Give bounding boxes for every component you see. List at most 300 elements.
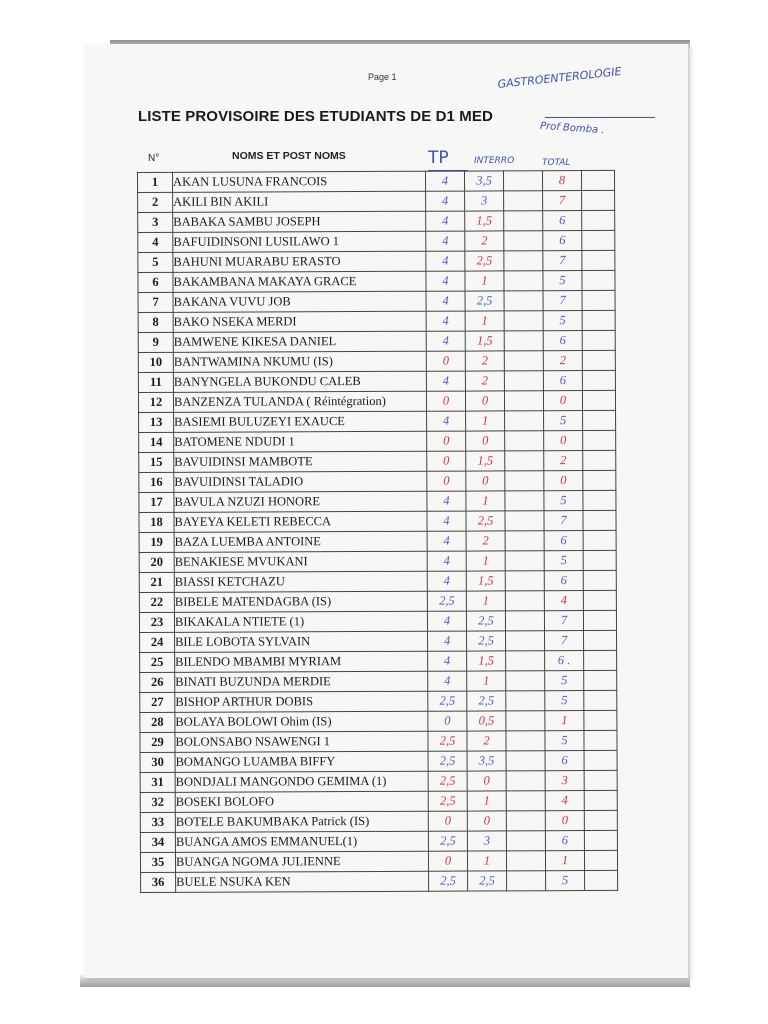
tp-score: 4 (426, 251, 465, 271)
student-number: 21 (139, 572, 174, 592)
student-name: BOLONSABO NSAWENGI 1 (175, 731, 428, 752)
table-row (138, 170, 615, 192)
empty-cell (584, 830, 617, 850)
total-score: 5 (545, 671, 584, 691)
empty-cell (584, 650, 617, 670)
interro-score: 0,5 (467, 711, 506, 731)
student-name: BAKANA VUVU JOB (173, 291, 426, 312)
table-row (138, 350, 615, 372)
tp-score: 4 (426, 371, 465, 391)
interro-score: 1,5 (466, 451, 505, 471)
table-row (140, 650, 617, 672)
tp-score: 2,5 (428, 691, 467, 711)
empty-cell (583, 590, 616, 610)
empty-cell (506, 811, 545, 831)
interro-score: 0 (466, 431, 505, 451)
empty-cell (506, 751, 545, 771)
tp-score: 4 (428, 651, 467, 671)
student-number: 32 (140, 792, 175, 812)
total-score: 5 (543, 271, 582, 291)
interro-score: 1 (467, 791, 506, 811)
student-number: 16 (139, 472, 174, 492)
student-number: 24 (140, 632, 175, 652)
table-row (140, 750, 617, 772)
empty-cell (582, 270, 615, 290)
total-score: 5 (545, 731, 584, 751)
student-name: BASIEMI BULUZEYI EXAUCE (174, 411, 427, 432)
student-name: AKILI BIN AKILI (173, 191, 426, 212)
interro-score: 2,5 (468, 871, 507, 891)
empty-cell (506, 671, 545, 691)
student-number: 7 (138, 292, 173, 312)
table-row (139, 510, 616, 532)
empty-cell (584, 810, 617, 830)
total-score: 6 (545, 751, 584, 771)
total-score: 7 (543, 191, 582, 211)
interro-score: 0 (467, 771, 506, 791)
student-name: BAMWENE KIKESA DANIEL (173, 331, 426, 352)
interro-score: 2,5 (465, 291, 504, 311)
empty-cell (584, 770, 617, 790)
student-name: BOLAYA BOLOWI Ohim (IS) (175, 711, 428, 732)
student-name: BUANGA AMOS EMMANUEL(1) (175, 831, 428, 852)
empty-cell (506, 851, 545, 871)
student-number: 10 (138, 352, 173, 372)
table-row (138, 310, 615, 332)
student-number: 36 (141, 872, 176, 892)
tp-score: 4 (427, 491, 466, 511)
interro-score: 1 (466, 411, 505, 431)
table-row (140, 730, 617, 752)
student-name: BOTELE BAKUMBAKA Patrick (IS) (175, 811, 428, 832)
tp-score: 2,5 (428, 791, 467, 811)
empty-cell (584, 690, 617, 710)
empty-cell (583, 410, 616, 430)
student-number: 13 (139, 412, 174, 432)
total-score: 3 (545, 771, 584, 791)
empty-cell (505, 531, 544, 551)
tp-score: 4 (428, 671, 467, 691)
student-number: 8 (138, 312, 173, 332)
student-name: BABAKA SAMBU JOSEPH (173, 211, 426, 232)
interro-score: 2,5 (466, 611, 505, 631)
total-score: 6 (543, 371, 582, 391)
table-row (141, 870, 618, 892)
student-number: 12 (138, 392, 173, 412)
student-number: 25 (140, 652, 175, 672)
empty-cell (583, 450, 616, 470)
tp-score: 4 (426, 331, 465, 351)
interro-score: 2 (467, 731, 506, 751)
table-row (139, 550, 616, 572)
student-number: 2 (138, 192, 173, 212)
empty-cell (504, 311, 543, 331)
table-row (140, 830, 617, 852)
student-number: 22 (139, 592, 174, 612)
interro-score: 2 (466, 531, 505, 551)
student-number: 35 (140, 852, 175, 872)
student-number: 6 (138, 272, 173, 292)
total-score: 0 (543, 391, 582, 411)
empty-cell (582, 250, 615, 270)
empty-cell (582, 350, 615, 370)
tp-score: 0 (426, 391, 465, 411)
student-name: BIKAKALA NTIETE (1) (174, 611, 427, 632)
table-row (139, 590, 616, 612)
interro-score: 1,5 (467, 651, 506, 671)
interro-score: 2 (465, 371, 504, 391)
tp-score: 4 (427, 511, 466, 531)
empty-cell (582, 310, 615, 330)
student-number: 14 (139, 432, 174, 452)
total-score: 7 (543, 291, 582, 311)
tp-score: 2,5 (428, 771, 467, 791)
student-name: BAKO NSEKA MERDI (173, 311, 426, 332)
tp-score: 4 (426, 271, 465, 291)
empty-cell (504, 331, 543, 351)
empty-cell (506, 791, 545, 811)
total-score: 5 (544, 491, 583, 511)
student-number: 20 (139, 552, 174, 572)
empty-cell (504, 371, 543, 391)
total-score: 4 (544, 591, 583, 611)
empty-cell (584, 850, 617, 870)
student-number: 26 (140, 672, 175, 692)
empty-cell (505, 471, 544, 491)
student-name: BAZA LUEMBA ANTOINE (174, 531, 427, 552)
total-score: 0 (544, 431, 583, 451)
empty-cell (582, 230, 615, 250)
student-number: 33 (140, 812, 175, 832)
total-score: 8 (542, 171, 581, 191)
student-table-body (138, 170, 618, 892)
empty-cell (583, 570, 616, 590)
empty-cell (504, 191, 543, 211)
empty-cell (583, 610, 616, 630)
table-row (140, 690, 617, 712)
empty-cell (583, 510, 616, 530)
total-score: 6 (543, 211, 582, 231)
tp-score: 0 (427, 431, 466, 451)
tp-score: 4 (425, 171, 464, 191)
table-row (140, 770, 617, 792)
student-number: 5 (138, 252, 173, 272)
tp-score: 2,5 (428, 731, 467, 751)
student-name: BILENDO MBAMBI MYRIAM (175, 651, 428, 672)
empty-cell (583, 470, 616, 490)
empty-cell (583, 490, 616, 510)
student-name: BAVULA NZUZI HONORE (174, 491, 427, 512)
interro-score: 2,5 (467, 691, 506, 711)
interro-score: 3,5 (464, 171, 503, 191)
empty-cell (505, 611, 544, 631)
table-row (139, 570, 616, 592)
empty-cell (581, 170, 614, 190)
handwritten-underline (545, 117, 655, 118)
student-number: 4 (138, 232, 173, 252)
empty-cell (582, 370, 615, 390)
interro-score: 0 (466, 471, 505, 491)
tp-score: 4 (427, 611, 466, 631)
student-number: 19 (139, 532, 174, 552)
total-score: 7 (544, 611, 583, 631)
student-number: 18 (139, 512, 174, 532)
interro-score: 2,5 (467, 631, 506, 651)
empty-cell (506, 831, 545, 851)
table-row (138, 290, 615, 312)
total-score: 5 (546, 871, 585, 891)
student-name: BONDJALI MANGONDO GEMIMA (1) (175, 771, 428, 792)
interro-score: 2,5 (466, 511, 505, 531)
total-score: 5 (544, 411, 583, 431)
table-row (139, 450, 616, 472)
tp-score: 4 (427, 551, 466, 571)
tp-score: 0 (428, 711, 467, 731)
table-row (138, 250, 615, 272)
student-number: 29 (140, 732, 175, 752)
student-number: 28 (140, 712, 175, 732)
total-score: 4 (545, 791, 584, 811)
student-name: BAVUIDINSI MAMBOTE (174, 451, 427, 472)
total-score: 6 (543, 231, 582, 251)
interro-score: 3 (465, 191, 504, 211)
empty-cell (507, 871, 546, 891)
tp-score: 4 (426, 311, 465, 331)
empty-cell (505, 451, 544, 471)
tp-score: 2,5 (427, 591, 466, 611)
table-row (138, 190, 615, 212)
empty-cell (505, 491, 544, 511)
interro-score: 3 (467, 831, 506, 851)
empty-cell (504, 391, 543, 411)
empty-cell (584, 710, 617, 730)
student-name: BAHUNI MUARABU ERASTO (173, 251, 426, 272)
handwritten-professor: Prof Bomba . (539, 120, 605, 137)
tp-score: 0 (428, 851, 467, 871)
interro-score: 2,5 (465, 251, 504, 271)
table-row (139, 490, 616, 512)
column-header-number: N° (148, 153, 160, 164)
table-row (139, 530, 616, 552)
total-score: 7 (544, 511, 583, 531)
student-number: 3 (138, 212, 173, 232)
empty-cell (582, 210, 615, 230)
total-score: 2 (544, 451, 583, 471)
student-name: BATOMENE NDUDI 1 (174, 431, 427, 452)
total-score: 5 (544, 551, 583, 571)
table-row (138, 330, 615, 352)
empty-cell (583, 530, 616, 550)
student-number: 15 (139, 452, 174, 472)
student-name: BISHOP ARTHUR DOBIS (175, 691, 428, 712)
student-table (137, 170, 618, 893)
empty-cell (582, 330, 615, 350)
interro-score: 1 (466, 591, 505, 611)
student-number: 34 (140, 832, 175, 852)
empty-cell (504, 271, 543, 291)
student-name: BUELE NSUKA KEN (176, 871, 429, 892)
empty-cell (506, 691, 545, 711)
tp-score: 2,5 (428, 831, 467, 851)
student-name: BANZENZA TULANDA ( Réintégration) (173, 391, 426, 412)
empty-cell (582, 390, 615, 410)
total-score: 0 (545, 811, 584, 831)
empty-cell (505, 431, 544, 451)
empty-cell (504, 231, 543, 251)
total-score: 6 (543, 331, 582, 351)
student-name: BIASSI KETCHAZU (174, 571, 427, 592)
interro-score: 2 (465, 231, 504, 251)
empty-cell (584, 730, 617, 750)
empty-cell (585, 870, 618, 890)
interro-score: 1 (467, 671, 506, 691)
total-score: 0 (544, 471, 583, 491)
student-name: BAFUIDINSONI LUSILAWO 1 (173, 231, 426, 252)
tp-score: 0 (426, 351, 465, 371)
total-score: 1 (545, 711, 584, 731)
student-name: BAYEYA KELETI REBECCA (174, 511, 427, 532)
tp-score: 0 (427, 451, 466, 471)
empty-cell (506, 651, 545, 671)
student-number: 27 (140, 692, 175, 712)
total-score: 1 (545, 851, 584, 871)
student-name: BUANGA NGOMA JULIENNE (175, 851, 428, 872)
student-number: 11 (138, 372, 173, 392)
empty-cell (504, 351, 543, 371)
total-score: 7 (545, 631, 584, 651)
interro-score: 2 (465, 351, 504, 371)
total-score: 2 (543, 351, 582, 371)
student-name: BILE LOBOTA SYLVAIN (175, 631, 428, 652)
handwritten-header-tp: TP (428, 148, 449, 168)
empty-cell (506, 631, 545, 651)
total-score: 6 (544, 571, 583, 591)
student-name: BENAKIESE MVUKANI (174, 551, 427, 572)
total-score: 5 (543, 311, 582, 331)
tp-score: 4 (426, 231, 465, 251)
empty-cell (504, 211, 543, 231)
table-row (139, 470, 616, 492)
tp-score: 2,5 (429, 871, 468, 891)
table-row (138, 210, 615, 232)
interro-score: 1 (465, 311, 504, 331)
empty-cell (584, 790, 617, 810)
student-name: AKAN LUSUNA FRANCOIS (173, 171, 426, 192)
empty-cell (504, 251, 543, 271)
empty-cell (503, 171, 542, 191)
interro-score: 1,5 (465, 211, 504, 231)
empty-cell (506, 711, 545, 731)
tp-score: 4 (426, 191, 465, 211)
tp-score: 0 (427, 471, 466, 491)
empty-cell (584, 630, 617, 650)
empty-cell (506, 771, 545, 791)
total-score: 6 (545, 831, 584, 851)
student-number: 30 (140, 752, 175, 772)
student-name: BANTWAMINA NKUMU (IS) (173, 351, 426, 372)
empty-cell (583, 430, 616, 450)
document-title: LISTE PROVISOIRE DES ETUDIANTS DE D1 MED (138, 108, 493, 125)
table-row (138, 230, 615, 252)
table-row (138, 370, 615, 392)
handwritten-course-name: GASTROENTEROLOGIE (497, 64, 623, 91)
student-name: BAVUIDINSI TALADIO (174, 471, 427, 492)
empty-cell (582, 190, 615, 210)
empty-cell (505, 591, 544, 611)
student-name: BIBELE MATENDAGBA (IS) (174, 591, 427, 612)
empty-cell (504, 291, 543, 311)
interro-score: 1 (466, 551, 505, 571)
interro-score: 1,5 (465, 331, 504, 351)
interro-score: 0 (467, 811, 506, 831)
table-row (140, 710, 617, 732)
interro-score: 1 (466, 491, 505, 511)
tp-score: 4 (426, 211, 465, 231)
table-row (140, 790, 617, 812)
empty-cell (505, 411, 544, 431)
table-row (139, 610, 616, 632)
student-name: BANYNGELA BUKONDU CALEB (173, 371, 426, 392)
table-row (138, 390, 615, 412)
empty-cell (505, 511, 544, 531)
student-number: 1 (138, 172, 173, 192)
table-row (140, 850, 617, 872)
student-name: BINATI BUZUNDA MERDIE (175, 671, 428, 692)
student-name: BOSEKI BOLOFO (175, 791, 428, 812)
handwritten-header-interro: INTERRO (474, 156, 515, 166)
tp-score: 4 (427, 411, 466, 431)
total-score: 6 (544, 531, 583, 551)
table-row (140, 670, 617, 692)
handwritten-header-total: TOTAL (542, 158, 571, 168)
student-name: BOMANGO LUAMBA BIFFY (175, 751, 428, 772)
empty-cell (505, 551, 544, 571)
student-name: BAKAMBANA MAKAYA GRACE (173, 271, 426, 292)
tp-score: 4 (427, 571, 466, 591)
student-number: 23 (139, 612, 174, 632)
column-header-names: NOMS ET POST NOMS (232, 150, 346, 162)
table-row (139, 410, 616, 432)
table-row (140, 810, 617, 832)
student-number: 9 (138, 332, 173, 352)
tp-score: 0 (428, 811, 467, 831)
tp-score: 2,5 (428, 751, 467, 771)
empty-cell (582, 290, 615, 310)
interro-score: 1,5 (466, 571, 505, 591)
table-row (138, 270, 615, 292)
page-number: Page 1 (368, 72, 397, 82)
total-score: 7 (543, 251, 582, 271)
student-number: 17 (139, 492, 174, 512)
tp-score: 4 (427, 531, 466, 551)
table-row (140, 630, 617, 652)
empty-cell (506, 731, 545, 751)
empty-cell (505, 571, 544, 591)
empty-cell (584, 750, 617, 770)
tp-score: 4 (428, 631, 467, 651)
interro-score: 3,5 (467, 751, 506, 771)
total-score: 5 (545, 691, 584, 711)
table-row (139, 430, 616, 452)
total-score: 6 . (545, 651, 584, 671)
tp-score: 4 (426, 291, 465, 311)
interro-score: 1 (465, 271, 504, 291)
empty-cell (584, 670, 617, 690)
interro-score: 0 (465, 391, 504, 411)
interro-score: 1 (467, 851, 506, 871)
empty-cell (583, 550, 616, 570)
student-number: 31 (140, 772, 175, 792)
